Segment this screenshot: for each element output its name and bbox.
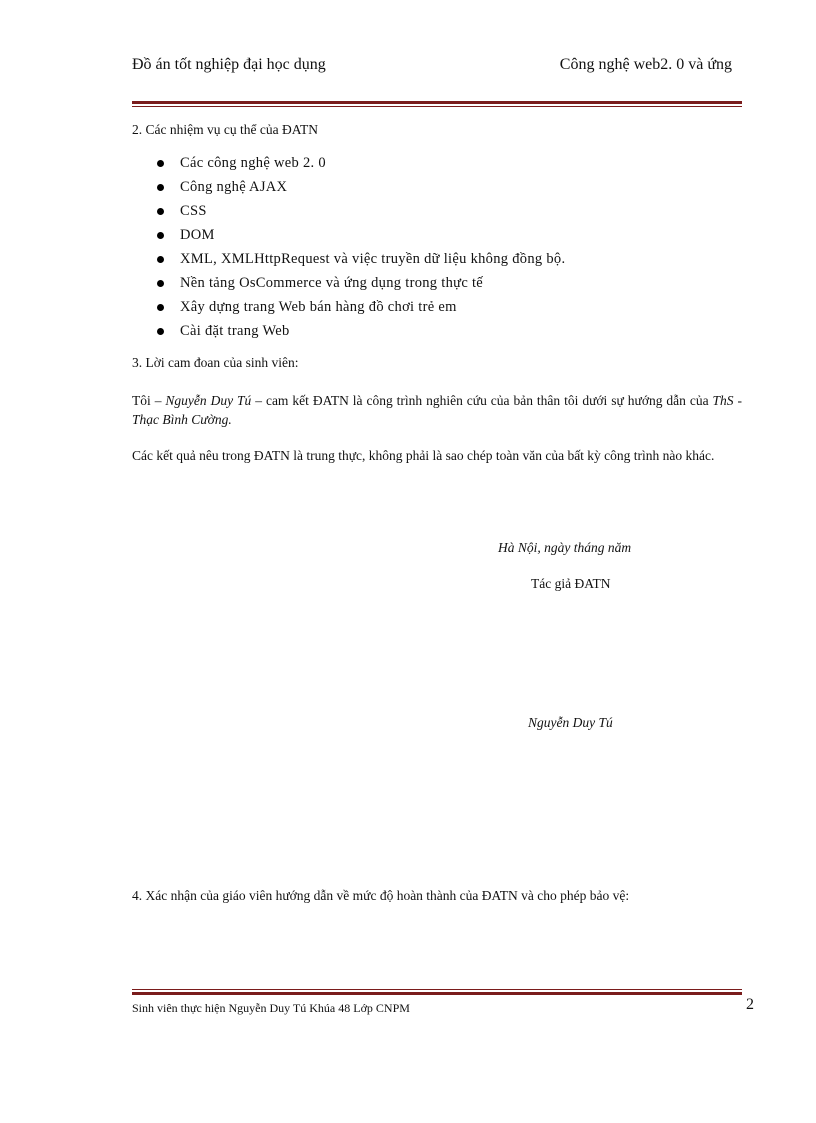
list-item bbox=[132, 247, 742, 271]
section-3-title: 3. Lời cam đoan của sinh viên: bbox=[132, 355, 299, 370]
pledge-middle: – cam kết ĐATN là công trình nghiên cứu của bản thân tôi dưới sự hướng dẫn của bbox=[251, 393, 713, 408]
bullet-icon bbox=[157, 256, 164, 263]
list-item-text: XML, XMLHttpRequest và việc truyền dữ liệu không đồng bộ. bbox=[180, 251, 566, 267]
list-item bbox=[132, 319, 742, 343]
bullet-icon bbox=[157, 280, 164, 287]
results-paragraph: Các kết quả nêu trong ĐATN là trung thực, không phải là sao chép toàn văn của bất kỳ công trình nào khác. bbox=[132, 448, 715, 463]
footer-rule-thin bbox=[132, 989, 742, 990]
student-name-inline: Nguyễn Duy Tú bbox=[165, 393, 252, 408]
list-item-text: Nền tảng OsCommerce và ứng dụng trong thực tế bbox=[180, 275, 484, 291]
list-item bbox=[132, 151, 742, 175]
bullet-icon bbox=[157, 328, 164, 335]
list-item bbox=[132, 175, 742, 199]
list-item bbox=[132, 295, 742, 319]
bullet-icon bbox=[157, 208, 164, 215]
list-item-text: Xây dựng trang Web bán hàng đồ chơi trẻ em bbox=[180, 299, 457, 315]
list-item bbox=[132, 223, 742, 247]
section-4-title: 4. Xác nhận của giáo viên hướng dẫn về mức độ hoàn thành của ĐATN và cho phép bảo vệ: bbox=[132, 888, 630, 903]
list-item-text: DOM bbox=[180, 227, 215, 243]
header-left-title: Đồ án tốt nghiệp đại học dụng bbox=[132, 56, 326, 73]
page-content bbox=[132, 120, 742, 465]
signature-author-name: Nguyễn Duy Tú bbox=[528, 715, 613, 730]
bullet-icon bbox=[157, 232, 164, 239]
bullet-icon bbox=[157, 160, 164, 167]
pledge-paragraph bbox=[132, 391, 742, 429]
list-item-text: Các công nghệ web 2. 0 bbox=[180, 155, 326, 171]
list-item-text: Cài đặt trang Web bbox=[180, 323, 290, 339]
header-rule-thick bbox=[132, 101, 742, 104]
list-item-text: CSS bbox=[180, 203, 207, 219]
list-item bbox=[132, 199, 742, 223]
list-item bbox=[132, 271, 742, 295]
pledge-prefix: Tôi – bbox=[132, 393, 166, 408]
list-item-text: Công nghệ AJAX bbox=[180, 179, 288, 195]
header-rule-thin bbox=[132, 106, 742, 107]
task-list bbox=[132, 151, 742, 343]
page-number: 2 bbox=[746, 996, 754, 1013]
header-right-title: Công nghệ web2. 0 và ứng bbox=[559, 56, 732, 73]
footer-rule-thick bbox=[132, 992, 742, 995]
signature-date-line: Hà Nội, ngày tháng năm bbox=[498, 540, 632, 555]
bullet-icon bbox=[157, 184, 164, 191]
bullet-icon bbox=[157, 304, 164, 311]
signature-author-label: Tác giả ĐATN bbox=[531, 576, 611, 591]
section-2-title: 2. Các nhiệm vụ cụ thể của ĐATN bbox=[132, 122, 318, 137]
footer-text: Sinh viên thực hiện Nguyễn Duy Tú Khúa 48 Lớp CNPM bbox=[132, 1001, 410, 1015]
advisor-name: ThS - Thạc Bình Cường. bbox=[132, 393, 742, 427]
